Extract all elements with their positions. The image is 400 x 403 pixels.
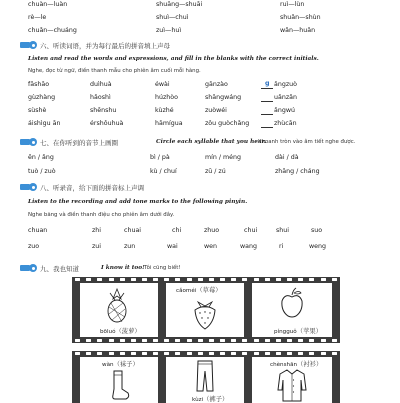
s8-pinyin[interactable]: weng	[309, 243, 327, 250]
top-pair-r0c0: chuàn—luàn	[28, 1, 68, 8]
s8-pinyin[interactable]: chuai	[124, 227, 142, 234]
top-pair-r2c0: chuǎn—chuáng	[28, 27, 77, 34]
film-strip	[72, 351, 340, 403]
s6-word: zuòwéi	[205, 107, 227, 114]
s6-word: sùshè	[28, 107, 47, 114]
s8-pinyin[interactable]: shui	[276, 227, 290, 234]
section9-english: I know it too!	[101, 265, 145, 271]
top-pair-r1c1: shuì—chuì	[156, 14, 189, 21]
s6-word: hāmígua	[155, 120, 183, 127]
initial-blank[interactable]	[261, 88, 273, 89]
picture-card-shirt	[252, 357, 332, 403]
item-label: bōluó（菠萝）	[100, 328, 141, 335]
s6-word: áishìgu ān	[28, 120, 61, 127]
top-pair-r1c2: shuǎn—shùn	[280, 14, 321, 21]
s8-pinyin[interactable]: suo	[311, 227, 323, 234]
s8-pinyin[interactable]: wai	[167, 243, 178, 250]
section6-vietnamese: Nghe, đọc từ ngữ, điền thanh mẫu cho phiên âm cuối mỗi hàng.	[28, 68, 201, 74]
section8-english: Listen to the recording and add tone marks to the following pinyin.	[28, 199, 248, 205]
section7-english: Circle each syllable that you hear.	[156, 139, 267, 145]
section9-title: 九、我也知道	[40, 265, 79, 273]
strawberry-icon	[192, 297, 218, 331]
top-pair-r1c0: rè—le	[28, 14, 47, 21]
initial-blank[interactable]	[261, 127, 273, 128]
item-label: píngguǒ（苹果）	[274, 328, 322, 335]
s7-option[interactable]: bì / pà	[150, 154, 170, 161]
s6-word: shēnshu	[90, 107, 117, 114]
top-pair-r0c2: ruì—lùn	[280, 1, 305, 8]
section8-title: 八、听录音，给下面的拼音标上声调	[40, 184, 144, 192]
s6-final: ǎngwú	[274, 107, 295, 114]
item-label: kùzi（裤子）	[192, 396, 229, 403]
section7-vietnamese: Khoanh tròn vào âm tiết nghe được.	[258, 139, 356, 145]
picture-card-trousers	[166, 357, 244, 403]
apple-icon	[279, 287, 305, 319]
picture-card-sock	[80, 357, 158, 403]
s6-word: hǎoshì	[90, 94, 111, 101]
shirt-icon	[276, 368, 308, 402]
s6-word: gùzhàng	[28, 94, 56, 101]
s7-option[interactable]: zhāng / cháng	[275, 168, 320, 175]
s7-option[interactable]: tuò / zuò	[28, 168, 56, 175]
s8-pinyin[interactable]: zhuo	[204, 227, 220, 234]
section6-english: Listen and read the words and expressions, and fill in the blanks with the correct initials.	[28, 56, 319, 62]
s7-option[interactable]: ēn / ǎng	[28, 154, 54, 161]
initial-blank-value: g	[265, 80, 270, 87]
s6-word: duìhuà	[90, 81, 112, 88]
s6-final: uǎnzǎn	[274, 94, 297, 101]
picture-card-pineapple	[80, 283, 158, 337]
item-label: wàn（袜子）	[102, 361, 139, 368]
s7-option[interactable]: dài / dà	[275, 154, 299, 161]
s8-pinyin[interactable]: zuo	[28, 243, 40, 250]
section7-title: 七、在你听到的音节上画圈	[40, 139, 118, 147]
s7-option[interactable]: kù / chuí	[150, 168, 177, 175]
top-pair-r2c2: wǎn—huǎn	[280, 27, 316, 34]
s6-word: érshǒuhuà	[90, 120, 124, 127]
initial-blank[interactable]	[261, 101, 273, 102]
s6-final: ǎngzuò	[274, 81, 297, 88]
s6-word: fāshāo	[28, 81, 50, 88]
s8-pinyin[interactable]: zhi	[92, 227, 102, 234]
s8-pinyin[interactable]: chi	[172, 227, 182, 234]
picture-card-apple	[252, 283, 332, 337]
s6-word: éwài	[155, 81, 170, 88]
section6-title: 六、听读词语，并为每行最后的拼音填上声母	[40, 42, 170, 50]
s8-pinyin[interactable]: wang	[240, 243, 257, 250]
s8-pinyin[interactable]: wen	[204, 243, 218, 250]
s6-word: shāngwáng	[205, 94, 242, 101]
pineapple-icon	[104, 287, 130, 323]
s8-pinyin[interactable]: chui	[244, 227, 258, 234]
item-label: cǎoméi（草莓）	[176, 287, 222, 294]
picture-card-strawberry	[166, 283, 244, 337]
s6-word: gānzào	[205, 81, 228, 88]
section8-vietnamese: Nghe băng và điền thanh điệu cho phiên âm dưới đây.	[28, 212, 175, 218]
s6-final: zhùcān	[274, 120, 297, 127]
s8-pinyin[interactable]: ri	[279, 243, 284, 250]
section9-vietnamese: Tôi cũng biết!	[144, 265, 181, 271]
film-strip	[72, 277, 340, 343]
top-pair-r0c1: shuāng—shuāi	[156, 1, 203, 8]
s7-option[interactable]: mín / méng	[205, 154, 241, 161]
s8-pinyin[interactable]: zui	[92, 243, 102, 250]
sock-icon	[106, 369, 132, 403]
trousers-icon	[193, 359, 217, 393]
s7-option[interactable]: zū / zú	[205, 168, 226, 175]
s6-word: húzhòo	[155, 94, 178, 101]
s6-word: kùzhé	[155, 107, 174, 114]
item-label: chènshān（衬衫）	[270, 361, 323, 368]
top-pair-r2c1: zuì—huì	[156, 27, 182, 34]
initial-blank[interactable]	[261, 114, 273, 115]
s6-word: zǒu guòchǎng	[205, 120, 250, 127]
s8-pinyin[interactable]: zun	[124, 243, 136, 250]
s8-pinyin[interactable]: chuan	[28, 227, 48, 234]
